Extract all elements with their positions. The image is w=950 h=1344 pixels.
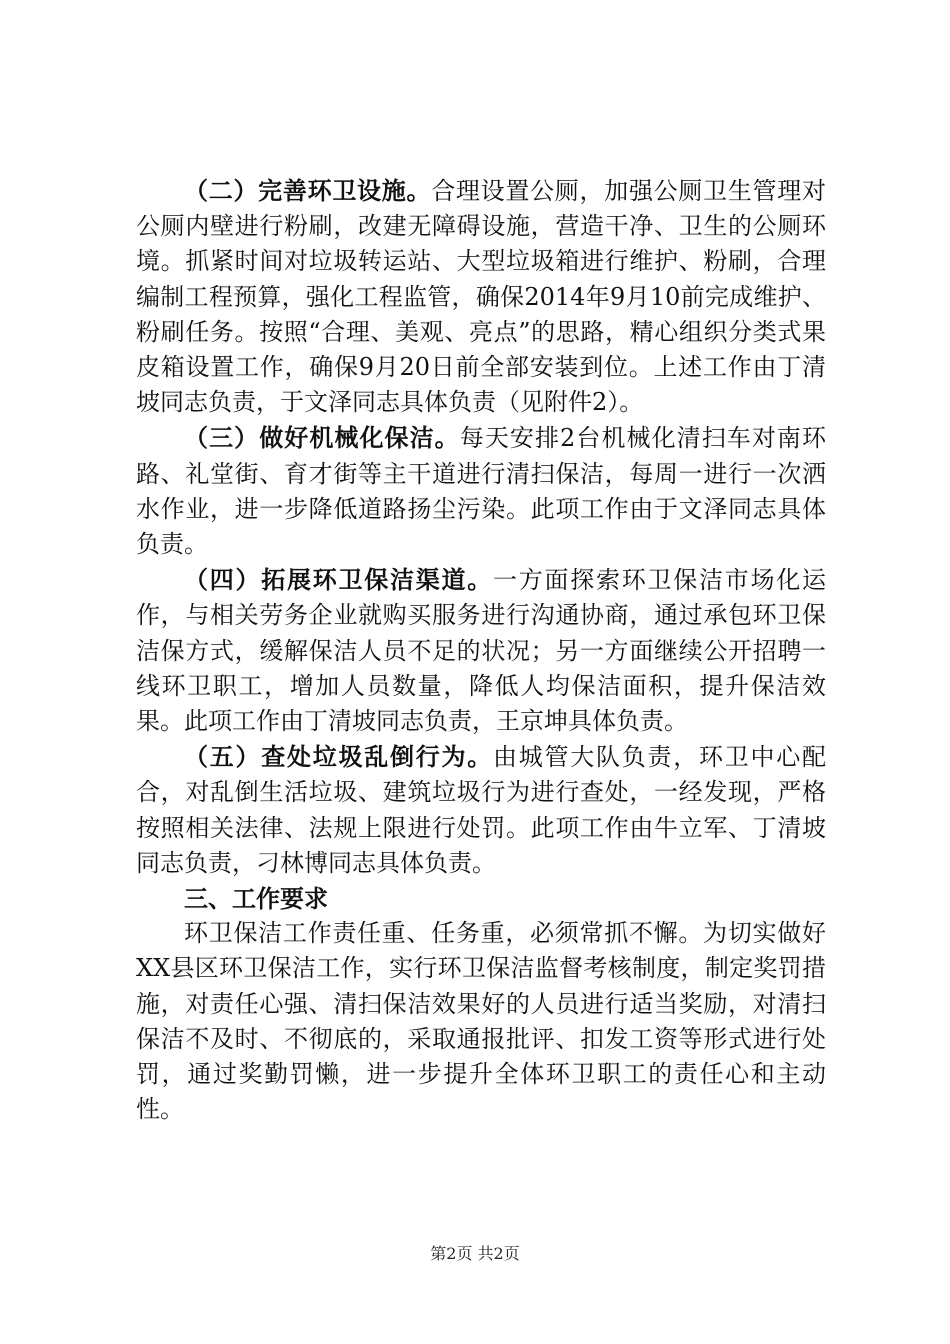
paragraph-lead: （二）完善环卫设施。 bbox=[184, 176, 432, 205]
paragraph-text: 一方面探索环卫保洁市场化运作，与相关劳务企业就购买服务进行沟通协商，通过承包环卫保洁保方式，缓解保洁人员不足的状况；另一方面继续公开招聘一线环卫职工，增加人员数量，降低人均保洁面积，提升保洁效果。此项工作由丁清坡同志负责，王京坤具体负责。 bbox=[136, 566, 826, 736]
paragraph-lead: （四）拓展环卫保洁渠道。 bbox=[184, 565, 493, 595]
paragraph-text: 由城管大队负责，环卫中心配合，对乱倒生活垃圾、建筑垃圾行为进行查处，一经发现，严格按照相关法律、法规上限进行处罚。此项工作由牛立军、丁清坡同志负责，刁林博同志具体负责。 bbox=[136, 743, 826, 877]
paragraph-facilities bbox=[136, 173, 826, 420]
paragraph-requirements: 环卫保洁工作责任重、任务重，必须常抓不懈。为切实做好XX县区环卫保洁工作，实行环卫保洁监督考核制度，制定奖罚措施，对责任心强、清扫保洁效果好的人员进行适当奖励，对清扫保洁不及时、不彻底的，采取通报批评、扣发工资等形式进行处罚，通过奖勤罚懒，进一步提升全体环卫职工的责任心和主动性。 bbox=[136, 919, 826, 1124]
paragraph-lead: （三）做好机械化保洁。 bbox=[184, 423, 460, 453]
paragraph-mechanized-cleaning bbox=[136, 420, 826, 562]
paragraph-text: 合理设置公厕，加强公厕卫生管理对公厕内壁进行粉刷，改建无障碍设施，营造干净、卫生的公厕环境。抓紧时间对垃圾转运站、大型垃圾箱进行维护、粉刷，合理编制工程预算，强化工程监管，确保2014年9月10前完成维护、粉刷任务。按照“合理、美观、亮点”的思路，精心组织分类式果皮箱设置工作，确保9月20日前全部安装到位。上述工作由丁清坡同志负责，于文泽同志具体负责（见附件2）。 bbox=[136, 177, 827, 417]
section-heading: 三、工作要求 bbox=[184, 884, 328, 914]
paragraph-cleaning-channels bbox=[136, 562, 826, 739]
document-body bbox=[136, 173, 826, 1127]
page-number-footer: 第2页 共2页 bbox=[430, 1244, 520, 1263]
paragraph-illegal-dumping bbox=[136, 739, 826, 881]
paragraph-lead: （五）查处垃圾乱倒行为。 bbox=[184, 742, 493, 772]
paragraph-text: 每天安排2台机械化清扫车对南环路、礼堂街、育才街等主干道进行清扫保洁，每周一进行一次洒水作业，进一步降低道路扬尘污染。此项工作由于文泽同志具体负责。 bbox=[136, 424, 826, 559]
